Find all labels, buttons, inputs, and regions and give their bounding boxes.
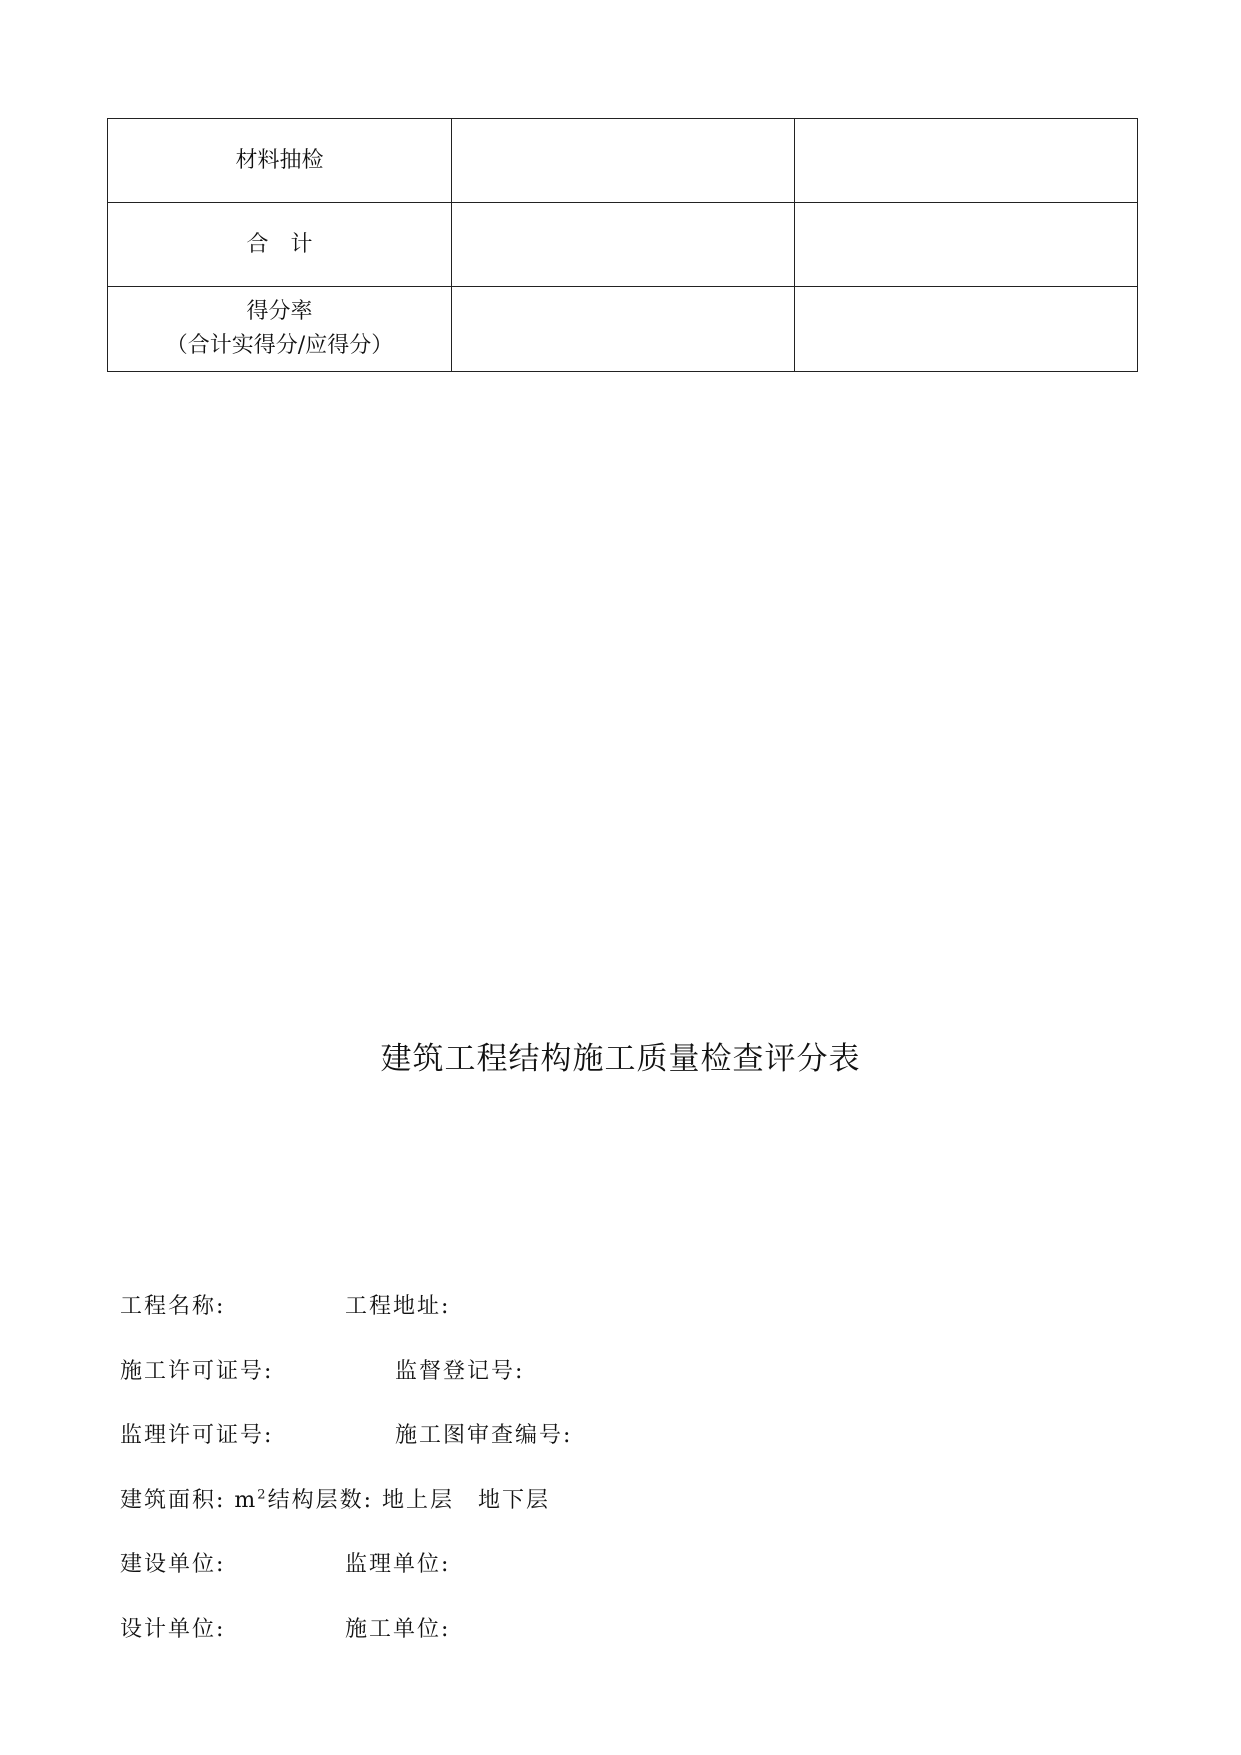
score-rate-label (108, 287, 452, 372)
building-area-label: 建筑面积: (120, 1487, 226, 1513)
design-unit-label: 设计单位: (120, 1616, 226, 1642)
total-col3 (795, 203, 1138, 287)
info-row-project (120, 1290, 1020, 1355)
info-row-units-1 (120, 1548, 1020, 1613)
document-title: 建筑工程结构施工质量检查评分表 (380, 1041, 861, 1077)
area-floors-line (120, 1484, 550, 1518)
info-row-review (120, 1419, 1020, 1484)
supervision-unit-label: 监理单位: (345, 1552, 451, 1577)
below-ground-label: 地下层 (478, 1487, 551, 1513)
above-ground-label: 地上层 (382, 1487, 455, 1513)
project-name-label: 工程名称: (120, 1294, 226, 1319)
material-check-col2 (452, 119, 795, 203)
total-col2 (452, 203, 795, 287)
contractor-unit-label: 施工单位: (345, 1616, 451, 1642)
construction-permit-label: 施工许可证号: (120, 1358, 274, 1384)
owner-unit-label: 建设单位: (120, 1552, 226, 1577)
drawing-review-label: 施工图审查编号: (395, 1423, 573, 1448)
area-unit: m (234, 1487, 258, 1513)
score-rate-col3 (795, 287, 1138, 372)
supervision-reg-label: 监督登记号: (395, 1358, 525, 1384)
table-row-material-check (108, 119, 1138, 203)
info-row-area (120, 1484, 1020, 1549)
score-rate-label-line2: （合计实得分/应得分） (165, 333, 394, 358)
total-label: 合 计 (108, 203, 452, 287)
info-row-permits (120, 1355, 1020, 1420)
area-unit-sup: 2 (257, 1487, 268, 1503)
project-address-label: 工程地址: (345, 1294, 451, 1319)
table-row-total (108, 203, 1138, 287)
supervision-permit-label: 监理许可证号: (120, 1423, 274, 1448)
project-info-block (120, 1290, 1020, 1677)
score-rate-label-line1: 得分率 (246, 299, 313, 324)
table-row-score-rate (108, 287, 1138, 372)
floors-label: 结构层数: (267, 1487, 373, 1513)
score-summary-table (107, 118, 1138, 372)
info-row-units-2 (120, 1613, 1020, 1678)
score-rate-col2 (452, 287, 795, 372)
material-check-label: 材料抽检 (108, 119, 452, 203)
material-check-col3 (795, 119, 1138, 203)
